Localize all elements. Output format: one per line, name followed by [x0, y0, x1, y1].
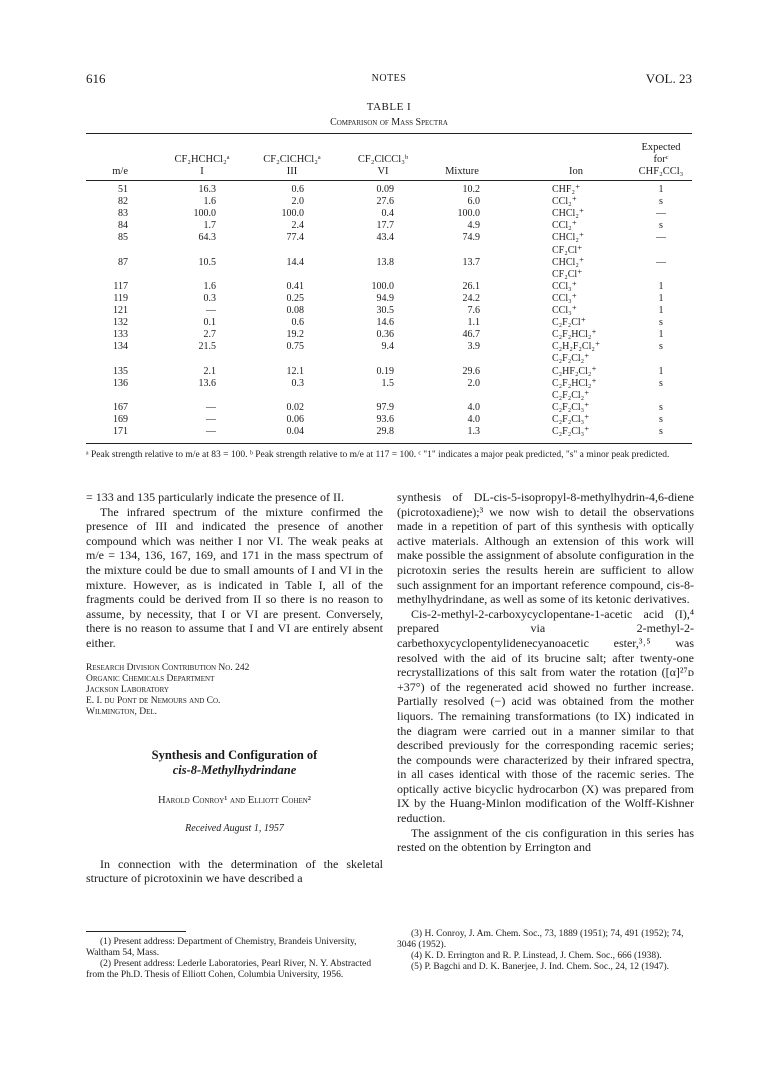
table-row	[86, 402, 692, 413]
cell-me: 171	[113, 426, 128, 437]
cell-vi: 97.9	[376, 401, 394, 413]
cell-mixture: 4.0	[467, 413, 480, 425]
cell-ion: CF₂Cl⁺	[552, 268, 583, 280]
cell-ion: CCl₃⁺	[552, 305, 577, 316]
cell-ion: C₂F₂Cl₃⁺	[552, 413, 590, 425]
cell-mixture: 100.0	[457, 208, 480, 220]
footnote: (1) Present address: Department of Chemistry, Brandeis University, Waltham 54, Mass.	[86, 937, 357, 958]
cell-iii: 19.2	[286, 329, 304, 341]
cell-expected: 1	[658, 365, 664, 377]
cell-mixture: 1.3	[467, 426, 480, 437]
cell-expected: s	[659, 220, 663, 232]
footnote: (5) P. Bagchi and D. K. Banerjee, J. Ind. Chem. Soc., 24, 12 (1947).	[411, 962, 670, 972]
col-header-c1-label: I	[200, 166, 204, 177]
cell-ion: CF₂Cl⁺	[552, 244, 583, 256]
table-header-rule	[86, 180, 692, 181]
cell-i: 13.6	[198, 377, 216, 389]
cell-ion: C₂F₂HCl₂⁺	[552, 377, 597, 389]
table-row	[86, 414, 692, 425]
table-row	[86, 329, 692, 340]
cell-expected: s	[659, 413, 663, 425]
cell-iii: 14.4	[286, 256, 304, 268]
cell-iii: 2.0	[291, 196, 304, 208]
article-title-line: Synthesis and Configuration of	[151, 747, 318, 762]
affiliation-line: Organic Chemicals Department	[86, 673, 215, 684]
cell-mixture: 46.7	[462, 329, 480, 341]
table-row	[86, 366, 692, 377]
table-row	[86, 305, 692, 316]
table-row	[86, 293, 692, 304]
paragraph: In connection with the determination of the skeletal structure of picrotoxinin we have described a	[86, 856, 383, 886]
footnote: (3) H. Conroy, J. Am. Chem. Soc., 73, 1889 (1951); 74, 491 (1952); 74, 3046 (1952).	[397, 929, 684, 950]
section-title: NOTES	[371, 73, 407, 84]
cell-me: 167	[113, 401, 128, 413]
cell-mixture: 26.1	[462, 280, 480, 292]
col-header-expected-compound: CHF₂CCl₃	[638, 166, 684, 177]
cell-vi: 94.9	[376, 292, 394, 304]
cell-expected: 1	[658, 280, 664, 292]
table-row	[86, 378, 692, 389]
cell-me: 132	[113, 317, 128, 329]
cell-vi: 0.4	[381, 208, 394, 220]
cell-me: 51	[118, 184, 128, 195]
cell-ion: CHCl₂⁺	[552, 208, 585, 220]
cell-iii: 0.06	[286, 413, 304, 425]
paragraph: = 133 and 135 particularly indicate the presence of II.	[86, 490, 344, 504]
table-top-rule	[86, 133, 692, 134]
cell-expected: s	[659, 377, 663, 389]
cell-mixture: 4.9	[467, 220, 480, 232]
cell-mixture: 4.0	[467, 401, 480, 413]
cell-iii: 100.0	[281, 208, 304, 220]
cell-ion: CCl₂⁺	[552, 220, 577, 232]
table-row	[86, 184, 692, 195]
cell-vi: 1.5	[381, 377, 394, 389]
cell-vi: 0.36	[376, 329, 394, 341]
cell-vi: 13.8	[376, 256, 394, 268]
affiliation-line: Jackson Laboratory	[86, 684, 169, 695]
table-row	[86, 232, 692, 243]
cell-mixture: 1.1	[467, 317, 480, 329]
table-row	[86, 220, 692, 231]
cell-iii: 0.3	[291, 377, 304, 389]
cell-i: 2.7	[203, 329, 216, 341]
cell-vi: 0.09	[376, 184, 394, 195]
cell-me: 135	[113, 365, 128, 377]
cell-iii: 0.02	[286, 401, 304, 413]
cell-ion: CHCl₂⁺	[552, 256, 585, 268]
table-bottom-rule	[86, 443, 692, 444]
col-header-c6-formula: CF₂ClCCl₃ᵇ	[357, 154, 409, 165]
cell-mixture: 13.7	[462, 256, 480, 268]
cell-me: 83	[118, 208, 128, 220]
cell-ion: C₂H₂F₂Cl₂⁺	[552, 341, 601, 353]
table-row	[86, 426, 692, 437]
table-caption: Comparison of Mass Spectra	[330, 117, 448, 128]
cell-expected: —	[656, 256, 666, 268]
cell-i: 1.7	[203, 220, 216, 232]
cell-mixture: 3.9	[467, 341, 480, 353]
cell-i: 21.5	[198, 341, 216, 353]
cell-me: 121	[113, 305, 128, 316]
table-title: TABLE I	[366, 101, 412, 113]
table-row	[86, 341, 692, 352]
table-row	[86, 245, 692, 256]
affiliation-line: Research Division Contribution No. 242	[86, 662, 250, 673]
cell-vi: 9.4	[381, 341, 394, 353]
cell-i: 2.1	[203, 365, 216, 377]
paragraph: The assignment of the cis configuration in this series has rested on the obtention by Errington and	[397, 825, 694, 855]
cell-ion: C₂F₂Cl₃⁺	[552, 426, 590, 437]
cell-ion: C₂F₂HCl₂⁺	[552, 329, 597, 341]
cell-mixture: 24.2	[462, 292, 480, 304]
paragraph: The infrared spectrum of the mixture confirmed the presence of III and indicated the presence of another compound which was neither I nor VI. The weak peaks at m/e = 134, 136, 167, 169, and 171 in the mass spectrum of the mixture could be due to small amounts of I and VI in the mixture. However, as is indicated in Table I, all of the fragments could be derived from II so there is no reason to assume, by necessity, that I or VI are present. Conversely, there is no reason to assume that I and VI are entirely absent either.	[86, 504, 383, 650]
cell-me: 82	[118, 196, 128, 208]
cell-i: 1.6	[203, 280, 216, 292]
cell-vi: 93.6	[376, 413, 394, 425]
cell-expected: 1	[658, 329, 664, 341]
col-header-expected: Expected	[641, 142, 681, 153]
left-column	[86, 490, 383, 886]
footnote: (2) Present address: Lederle Laboratories, Pearl River, N. Y. Abstracted from the Ph.D. Thesis of Elliott Cohen, Columbia University, 1956.	[86, 959, 372, 980]
col-header-mixture: Mixture	[445, 166, 479, 177]
footnotes-right	[397, 929, 694, 973]
paragraph: synthesis of DL-cis-5-isopropyl-8-methylhydrin-4,6-diene (picrotoxadiene);³ we now wish to detail the observations made in a repetition of part of this synthesis with optically active materials. Although an extension of this work will make possible the assignment of absolute configuration in the picrotoxin series the results herein are sufficient to allow such assignment for an important reference compound, cis-8-methylhydrindane, as well as some of its ketonic derivatives.	[397, 490, 694, 607]
cell-iii: 77.4	[286, 232, 304, 244]
cell-expected: s	[659, 426, 663, 437]
cell-expected: 1	[658, 292, 664, 304]
cell-expected: s	[659, 341, 663, 353]
col-header-expected-for: forᶜ	[653, 154, 669, 165]
cell-vi: 17.7	[376, 220, 394, 232]
article-authors: Harold Conroy¹ and Elliott Cohen²	[158, 794, 311, 806]
cell-i: —	[206, 413, 216, 425]
table-row	[86, 281, 692, 292]
cell-expected: s	[659, 401, 663, 413]
paragraph: Cis-2-methyl-2-carboxycyclopentane-1-acetic acid (I),⁴ prepared via 2-methyl-2-carbethoxycyclopentylidenecyanoacetic ester,³˒⁵ was resolved with the aid of its brucine salt; after twenty-one recrystallizations of this salt from water the rotation ([α]²⁷ᴅ +37°) of the regenerated acid showed no further increase. Partially resolved (−) acid was obtained from the mother liquors. The remaining transformations (to IX) indicated in the diagram were carried out in a manner similar to that described previously for the corresponding racemic series; the compounds were characterized by their infrared spectra, in all cases identical with those of the racemic series. The optically active bicyclic hydrocarbon (X) was prepared from IX by the Huang-Minlon modification of the Wolff-Kishner reduction.	[397, 606, 694, 826]
col-header-c6-label: VI	[377, 166, 389, 177]
cell-me: 84	[118, 220, 128, 232]
cell-me: 134	[113, 341, 128, 353]
cell-ion: CHCl₂⁺	[552, 232, 585, 244]
cell-i: 1.6	[203, 196, 216, 208]
cell-iii: 0.6	[291, 184, 304, 195]
cell-ion: C₂F₂Cl₂⁺	[552, 389, 590, 401]
cell-ion: C₂F₂Cl₃⁺	[552, 401, 590, 413]
page-number: 616	[86, 71, 106, 86]
running-header	[86, 71, 692, 85]
affiliation-line: E. I. du Pont de Nemours and Co.	[86, 695, 221, 706]
cell-ion: CHF₂⁺	[552, 184, 581, 195]
cell-expected: 1	[658, 184, 664, 195]
cell-i: 100.0	[193, 208, 216, 220]
cell-me: 87	[118, 256, 128, 268]
volume-label: VOL. 23	[645, 71, 692, 86]
table-row	[86, 353, 692, 364]
cell-vi: 30.5	[376, 305, 394, 316]
cell-i: 10.5	[198, 256, 216, 268]
cell-i: —	[206, 401, 216, 413]
cell-expected: s	[659, 317, 663, 329]
table-row	[86, 257, 692, 268]
cell-vi: 14.6	[376, 317, 394, 329]
col-header-c3-label: III	[286, 166, 298, 177]
affiliation-line: Wilmington, Del.	[86, 706, 158, 717]
cell-vi: 0.19	[376, 365, 394, 377]
cell-vi: 100.0	[371, 280, 394, 292]
cell-me: 117	[113, 280, 128, 292]
cell-vi: 29.8	[376, 426, 394, 437]
cell-expected: s	[659, 196, 663, 208]
table-row	[86, 317, 692, 328]
cell-expected: 1	[658, 305, 664, 316]
cell-ion: C₂F₂Cl⁺	[552, 317, 586, 329]
cell-mixture: 6.0	[467, 196, 480, 208]
cell-mixture: 10.2	[462, 184, 480, 195]
col-header-c1-formula: CF₂HCHCl₂ᵃ	[174, 154, 230, 165]
cell-iii: 0.04	[286, 426, 304, 437]
cell-me: 119	[113, 292, 128, 304]
col-header-c3-formula: CF₂ClCHCl₂ᵃ	[263, 154, 321, 165]
col-header-me: m/e	[112, 166, 128, 177]
footnote: (4) K. D. Errington and R. P. Linstead, J. Chem. Soc., 666 (1938).	[411, 951, 662, 961]
cell-iii: 0.41	[286, 280, 304, 292]
cell-iii: 0.25	[286, 292, 304, 304]
cell-ion: CCl₃⁺	[552, 292, 577, 304]
cell-i: 16.3	[198, 184, 216, 195]
cell-i: —	[206, 426, 216, 437]
cell-mixture: 74.9	[462, 232, 480, 244]
table-row	[86, 390, 692, 401]
article-title-line: cis-8-Methylhydrindane	[172, 762, 297, 777]
cell-mixture: 2.0	[467, 377, 480, 389]
cell-i: 0.3	[203, 292, 216, 304]
footnotes-left	[86, 937, 383, 981]
table-footnote: ᵃ Peak strength relative to m/e at 83 = 100. ᵇ Peak strength relative to m/e at 117 = 100. ᶜ "1" indicates a major peak predicted, "s" a minor peak predicted.	[86, 450, 670, 460]
cell-me: 133	[113, 329, 128, 341]
table-row	[86, 269, 692, 280]
col-header-ion: Ion	[569, 166, 583, 177]
table-row	[86, 208, 692, 219]
cell-vi: 43.4	[376, 232, 394, 244]
cell-me: 85	[118, 232, 128, 244]
cell-i: 0.1	[203, 317, 216, 329]
cell-iii: 0.75	[286, 341, 304, 353]
received-date: Received August 1, 1957	[185, 823, 284, 835]
cell-mixture: 29.6	[462, 365, 480, 377]
article-title	[86, 748, 383, 778]
right-column	[397, 490, 694, 855]
cell-expected: —	[656, 208, 666, 220]
cell-iii: 0.08	[286, 305, 304, 316]
table-header	[86, 138, 692, 178]
cell-i: 64.3	[198, 232, 216, 244]
cell-vi: 27.6	[376, 196, 394, 208]
cell-ion: CCl₃⁺	[552, 280, 577, 292]
cell-me: 169	[113, 413, 128, 425]
cell-ion: C₂HF₂Cl₂⁺	[552, 365, 597, 377]
cell-i: —	[206, 305, 216, 316]
cell-iii: 0.6	[291, 317, 304, 329]
footnote-rule-left	[86, 931, 186, 932]
cell-expected: —	[656, 232, 666, 244]
cell-me: 136	[113, 377, 128, 389]
cell-iii: 2.4	[291, 220, 304, 232]
cell-iii: 12.1	[286, 365, 304, 377]
cell-ion: CCl₂⁺	[552, 196, 577, 208]
table-row	[86, 196, 692, 207]
cell-ion: C₂F₂Cl₂⁺	[552, 353, 590, 365]
cell-mixture: 7.6	[467, 305, 480, 316]
